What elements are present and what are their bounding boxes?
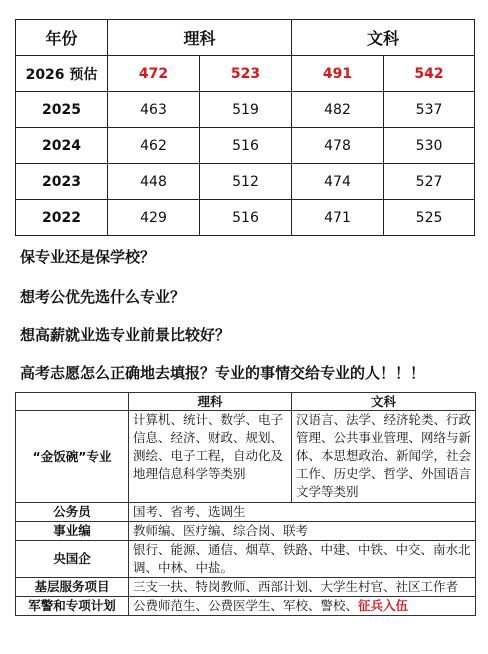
year-cell: 2023 (16, 164, 108, 200)
table-row (16, 128, 475, 164)
question-2: 想考公优先选什么专业？ (20, 288, 186, 306)
score-cell: 512 (200, 164, 292, 200)
score-cell: 448 (108, 164, 200, 200)
table-row (16, 411, 476, 503)
liberal-majors: 汉语言、法学、经济轮类、行政管理、公共事业管理、网络与新体、本思想政治、新闻学，社会工作、历史学、哲学、外国语言文学等类别 (292, 411, 476, 503)
table-row (16, 200, 475, 236)
blank-header (16, 393, 129, 411)
category-cell: “金饭碗”专业 (16, 411, 129, 503)
year-cell: 2022 (16, 200, 108, 236)
question-1: 保专业还是保学校？ (20, 248, 156, 266)
content-cell: 银行、能源、通信、烟草、铁路、中建、中铁、中交、南水北调、中林、中盐。 (129, 541, 476, 578)
score-cell: 429 (108, 200, 200, 236)
table-row (16, 503, 476, 522)
score-cell: 542 (384, 56, 475, 92)
table-row (16, 92, 475, 128)
score-table (15, 19, 475, 236)
major-table-header (16, 393, 476, 411)
table-row (16, 164, 475, 200)
score-cell: 482 (292, 92, 384, 128)
content-cell (129, 597, 476, 616)
category-cell: 事业编 (16, 522, 129, 541)
content-cell: 教师编、医疗编、综合岗、联考 (129, 522, 476, 541)
liberal-header: 文科 (292, 20, 475, 56)
score-cell: 472 (108, 56, 200, 92)
year-cell: 2024 (16, 128, 108, 164)
science-header: 理科 (129, 393, 292, 411)
score-cell: 525 (384, 200, 475, 236)
category-cell: 军警和专项计划 (16, 597, 129, 616)
science-majors: 计算机、统计、数学、电子信息、经济、财政、规划、测绘、电子工程，自动化及地理信息科学等类别 (129, 411, 292, 503)
score-cell: 491 (292, 56, 384, 92)
score-cell: 530 (384, 128, 475, 164)
score-cell: 537 (384, 92, 475, 128)
table-row (16, 597, 476, 616)
question-3: 想高薪就业选专业前景比较好？ (20, 326, 231, 344)
content-cell: 三支一扶、特岗教师、西部计划、大学生村官、社区工作者 (129, 578, 476, 597)
liberal-header: 文科 (292, 393, 476, 411)
score-cell: 527 (384, 164, 475, 200)
content-text: 公费师范生、公费医学生、军校、警校、 (133, 598, 359, 613)
category-cell: 基层服务项目 (16, 578, 129, 597)
table-row (16, 522, 476, 541)
content-cell: 国考、省考、选调生 (129, 503, 476, 522)
question-4: 高考志愿怎么正确地去填报？专业的事情交给专业的人！！！ (20, 364, 426, 382)
score-cell: 474 (292, 164, 384, 200)
year-cell: 2026 预估 (16, 56, 108, 92)
category-cell: 公务员 (16, 503, 129, 522)
table-row (16, 578, 476, 597)
score-cell: 462 (108, 128, 200, 164)
score-cell: 516 (200, 200, 292, 236)
table-row (16, 56, 475, 92)
year-header: 年份 (16, 20, 108, 56)
table-row (16, 541, 476, 578)
year-cell: 2025 (16, 92, 108, 128)
score-cell: 471 (292, 200, 384, 236)
score-cell: 523 (200, 56, 292, 92)
highlight-text: 征兵入伍 (358, 598, 409, 613)
score-cell: 463 (108, 92, 200, 128)
category-cell: 央国企 (16, 541, 129, 578)
major-table (15, 392, 476, 616)
score-cell: 516 (200, 128, 292, 164)
science-header: 理科 (108, 20, 292, 56)
score-cell: 519 (200, 92, 292, 128)
score-cell: 478 (292, 128, 384, 164)
score-table-header (16, 20, 475, 56)
